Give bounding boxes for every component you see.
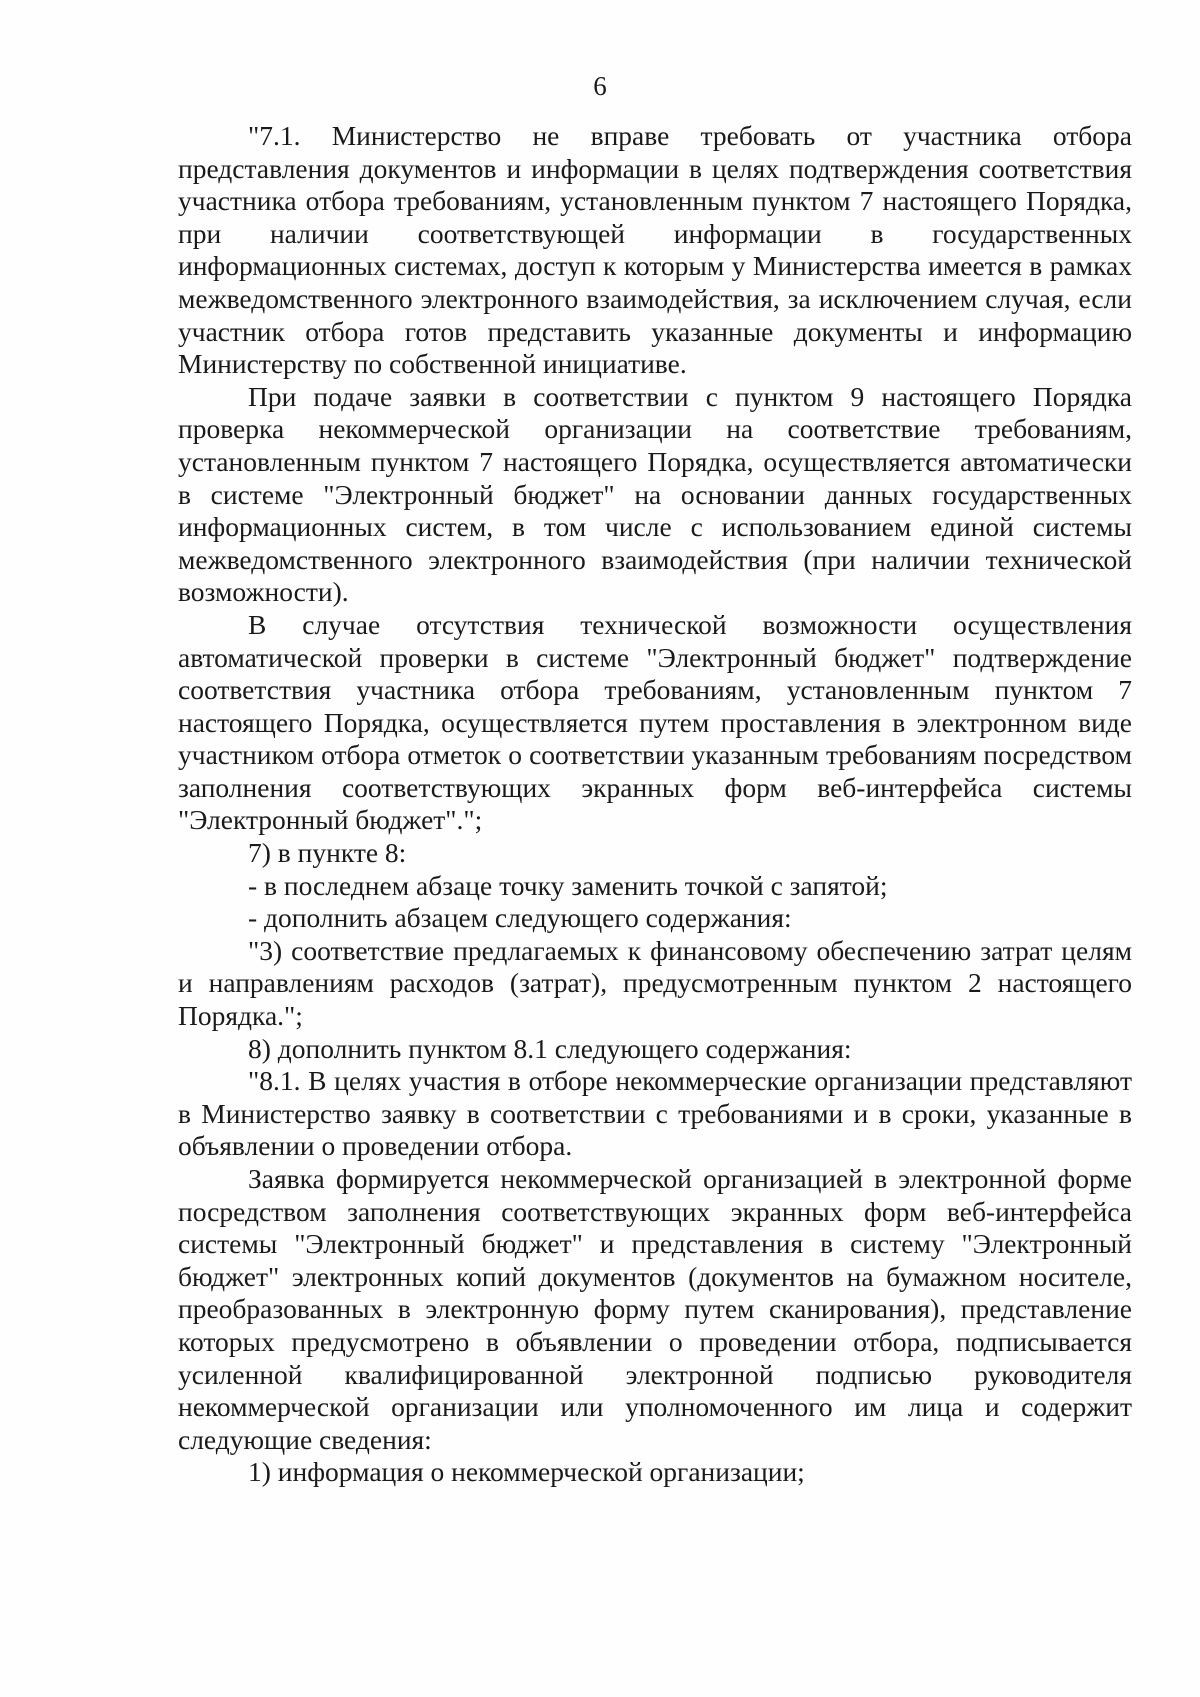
page-number: 6	[593, 71, 607, 101]
paragraph-application-check: При подаче заявки в соответствии с пунктом 9 настоящего Порядка проверка некоммерческой организации на соответствие требованиям, установленным пунктом 7 настоящего Порядка, осуществляется автоматически в системе "Электронный бюджет" на основании данных государственных информационных систем, в том числе с использованием единой системы межведомственного электронного взаимодействия (при наличии технической возможности).	[178, 380, 1132, 608]
paragraph-last-abzac: - в последнем абзаце точку заменить точкой с запятой;	[248, 869, 888, 901]
paragraph-item-3: "3) соответствие предлагаемых к финансовому обеспечению затрат целям и направлениям расходов (затрат), предусмотренным пунктом 2 настоящего Порядка.";	[178, 934, 1132, 1032]
paragraph-item-1-info: 1) информация о некоммерческой организации;	[248, 1456, 805, 1488]
paragraph-item-7: 7) в пункте 8:	[248, 837, 407, 869]
paragraph-add-abzac: - дополнить абзацем следующего содержания:	[248, 902, 792, 934]
paragraph-item-8: 8) дополнить пунктом 8.1 следующего содержания:	[248, 1032, 852, 1064]
document-body	[178, 120, 1132, 1489]
paragraph-application-form: Заявка формируется некоммерческой организацией в электронной форме посредством заполнения соответствующих экранных форм веб-интерфейса системы "Электронный бюджет" и представления в систему "Электронный бюджет" электронных копий документов (документов на бумажном носителе, преобразованных в электронную форму путем сканирования), представление которых предусмотрено в объявлении о проведении отбора, подписывается усиленной квалифицированной электронной подписью руководителя некоммерческой организации или уполномоченного им лица и содержит следующие сведения:	[178, 1163, 1132, 1455]
paragraph-7-1: "7.1. Министерство не вправе требовать от участника отбора представления документов и информации в целях подтверждения соответствия участника отбора требованиям, установленным пунктом 7 настоящего Порядка, при наличии соответствующей информации в государственных информационных системах, доступ к которым у Министерства имеется в рамках межведомственного электронного взаимодействия, за исключением случая, если участник отбора готов представить указанные документы и информацию Министерству по собственной инициативе.	[178, 120, 1132, 380]
paragraph-manual-confirmation: В случае отсутствия технической возможности осуществления автоматической проверки в системе "Электронный бюджет" подтверждение соответствия участника отбора требованиям, установленным пунктом 7 настоящего Порядка, осуществляется путем проставления в электронном виде участником отбора отметок о соответствии указанным требованиям посредством заполнения соответствующих экранных форм веб-интерфейса системы "Электронный бюджет".";	[178, 608, 1132, 836]
paragraph-8-1: "8.1. В целях участия в отборе некоммерческие организации представляют в Министерство заявку в соответствии с требованиями и в сроки, указанные в объявлении о проведении отбора.	[178, 1065, 1132, 1162]
